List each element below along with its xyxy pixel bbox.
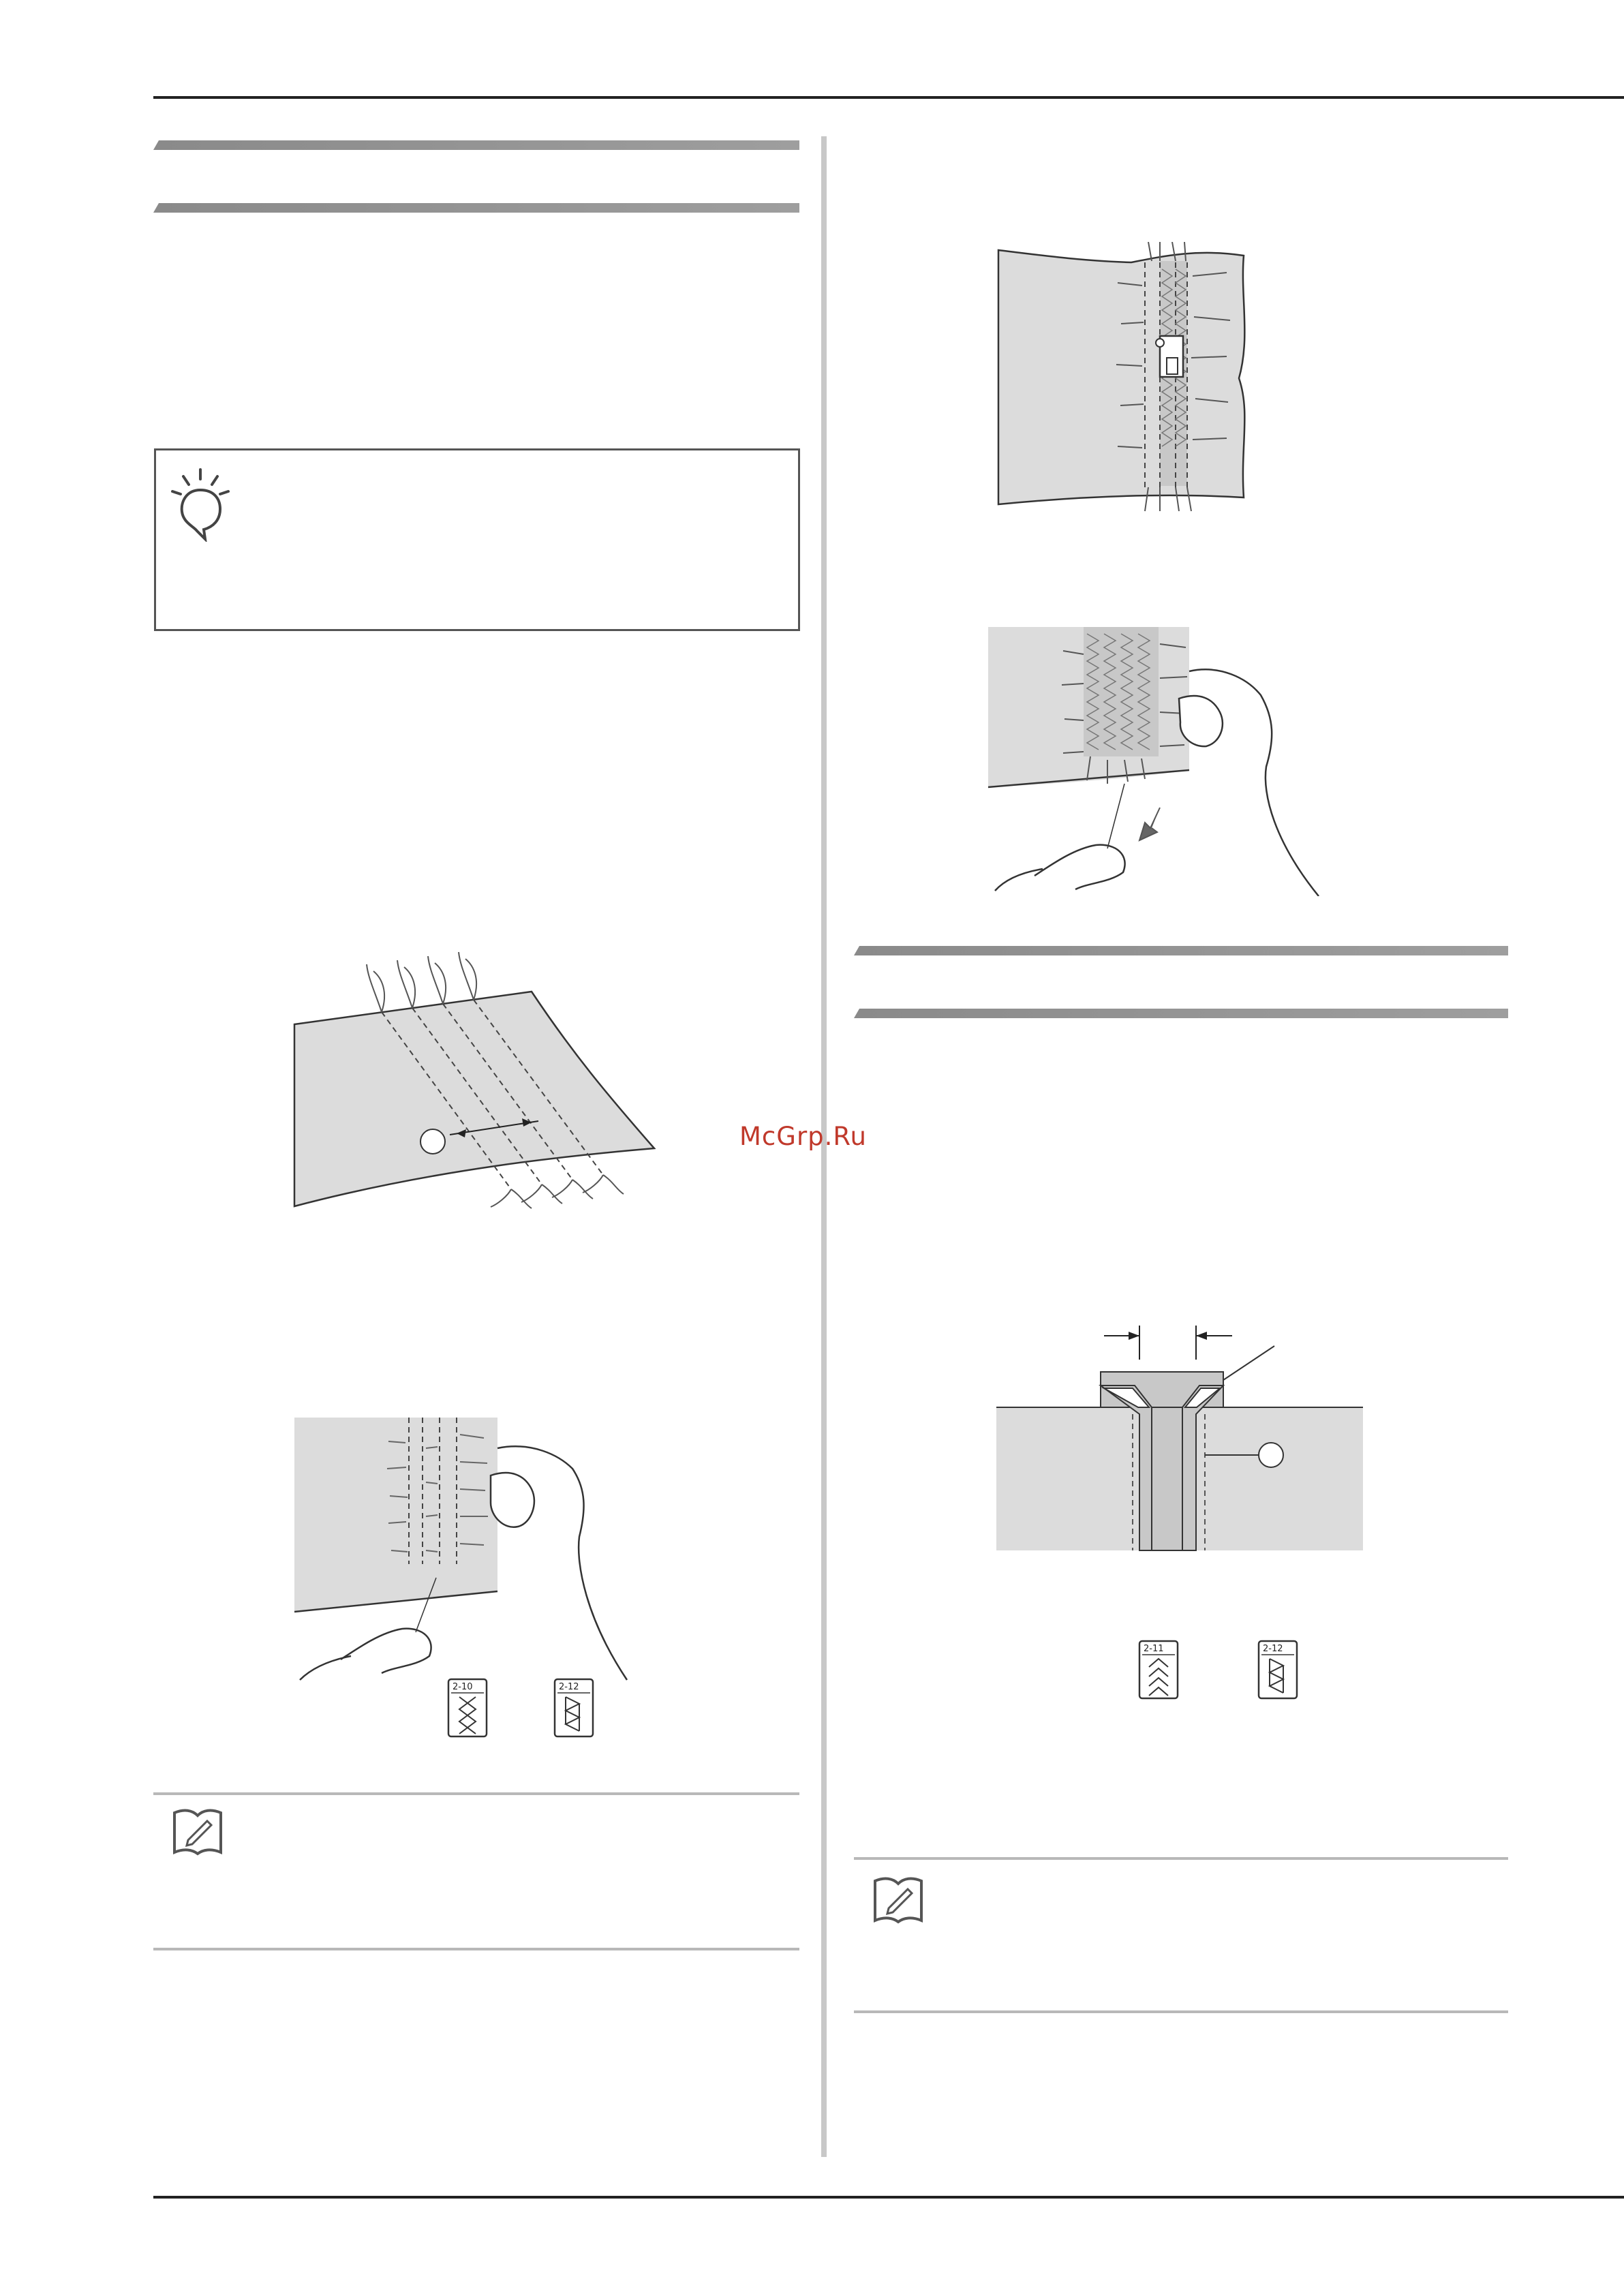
section-heading-bar-bottom-right (854, 1009, 1508, 1018)
footer-rule (153, 2196, 1624, 2199)
header-rule (153, 96, 1624, 99)
memo-book-icon (871, 1874, 925, 1925)
stitch-code-label: 2-10 (453, 1682, 473, 1692)
memo-rule-top (153, 1792, 799, 1795)
memo-rule-bottom (153, 1948, 799, 1950)
memo-book-icon (170, 1806, 225, 1856)
memo-rule-bottom-right (854, 2010, 1508, 2013)
lightbulb-icon (170, 467, 231, 542)
smocking-sewing-figure (981, 242, 1268, 515)
memo-rule-top-right (854, 1857, 1508, 1860)
stitch-icon-2-11 (1138, 1640, 1179, 1700)
section-heading-bar-top-right (854, 946, 1508, 955)
fagoting-seam-figure (988, 1312, 1370, 1557)
section-heading-bar-bottom (153, 203, 799, 213)
pulling-threads-figure (286, 1414, 641, 1687)
stitch-icon-2-12 (553, 1678, 594, 1738)
section-heading-bar-top (153, 140, 799, 150)
stitch-icon-2-10 (447, 1678, 488, 1738)
stitch-code-label: 2-11 (1144, 1644, 1164, 1654)
watermark-text: McGrp.Ru (739, 1122, 867, 1151)
stitch-code-label: 2-12 (1263, 1644, 1283, 1654)
stitch-icon-2-12-right (1257, 1640, 1298, 1700)
stitch-code-label: 2-12 (559, 1682, 579, 1692)
gathering-lines-figure (286, 951, 668, 1210)
tip-box (154, 448, 800, 631)
removing-threads-figure (981, 624, 1336, 896)
